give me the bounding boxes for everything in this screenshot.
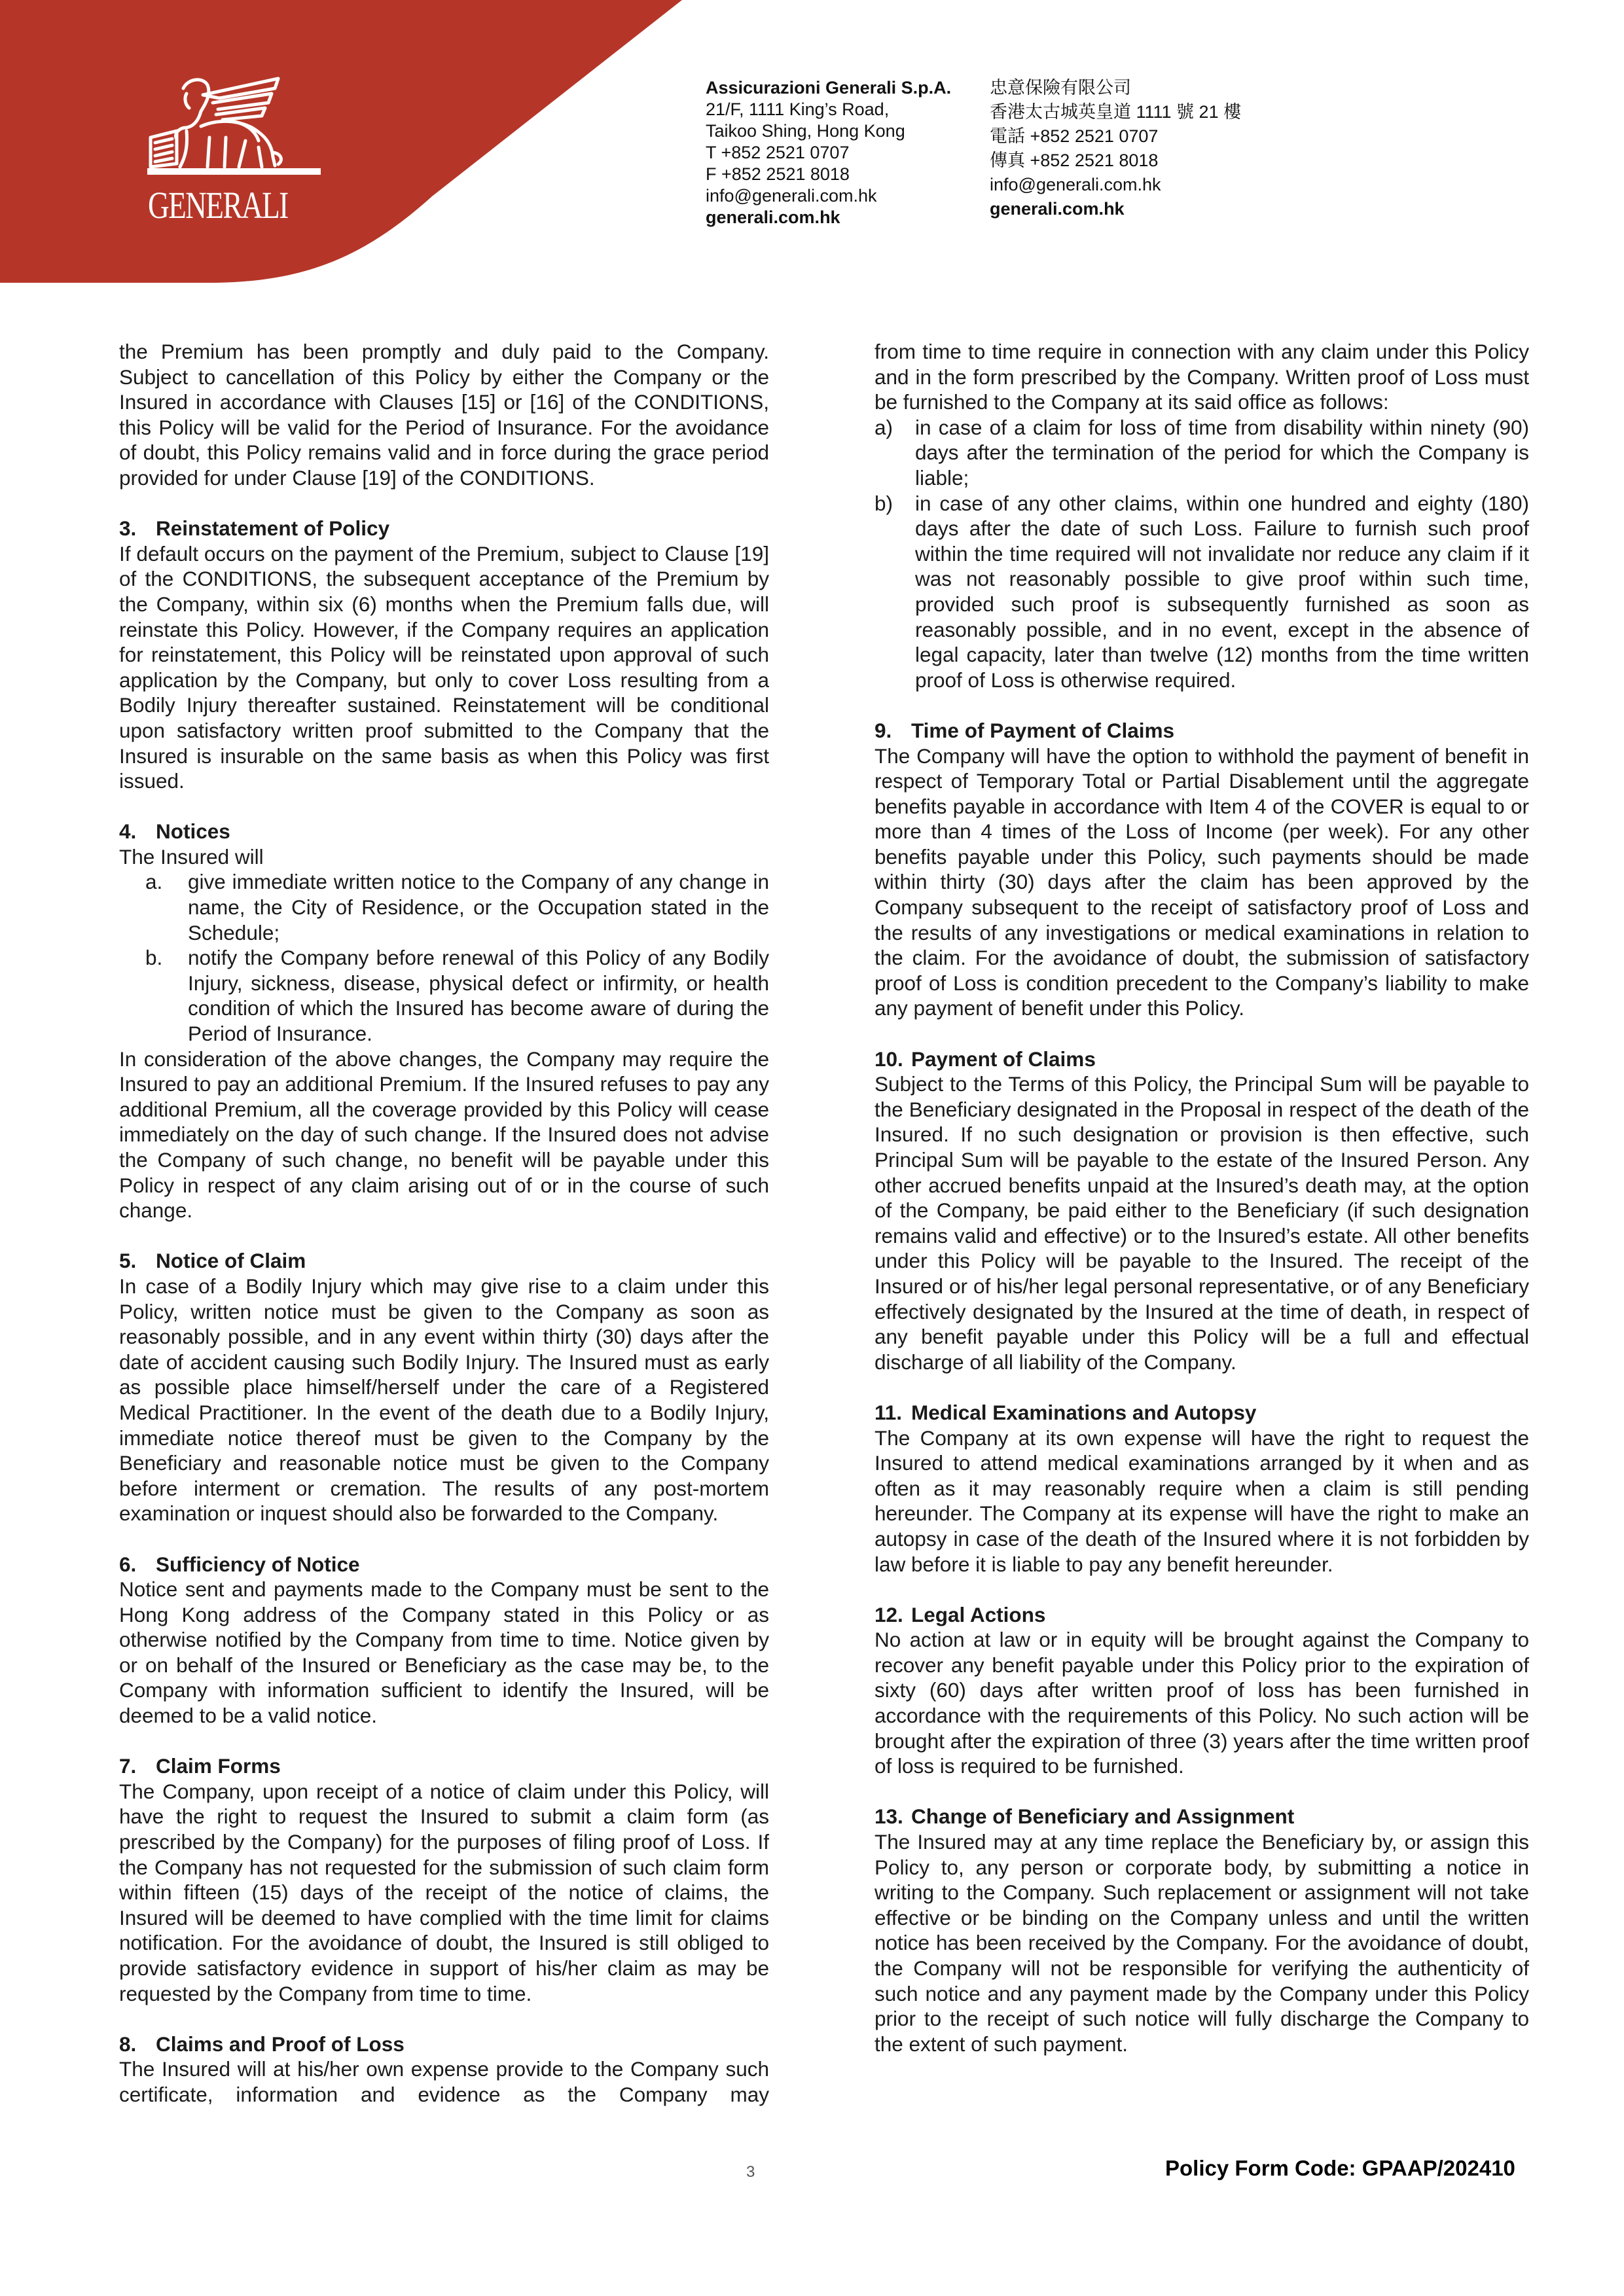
section-title: Sufficiency of Notice — [156, 1552, 360, 1576]
proof-of-loss-list — [875, 415, 1529, 693]
section-10-payment-of-claims — [875, 1047, 1529, 1375]
list-marker: b. — [145, 946, 163, 970]
section-number: 3. — [119, 516, 137, 541]
section-heading — [875, 1804, 1529, 1829]
right-column — [875, 339, 1529, 2082]
address-zh: 香港太古城英皇道 1111 號 21 樓 — [990, 102, 1242, 122]
phone-number-zh: 電話 +852 2521 0707 — [990, 126, 1159, 146]
section-title: Notice of Claim — [156, 1249, 306, 1273]
section-7-claim-forms — [119, 1753, 769, 2006]
section-title: Payment of Claims — [911, 1047, 1096, 1071]
section-3-reinstatement — [119, 516, 769, 794]
fax-number: F +852 2521 8018 — [706, 164, 850, 184]
section-title: Claims and Proof of Loss — [156, 2032, 405, 2056]
section-body: The Company at its own expense will have the right to request the Insured to attend medical examinations arranged by it when and as often as it may reasonably require when a claim is still pending hereunder. The Company at its expense will have the right to make an autopsy in case of the death of the Insured where it is not forbidden by law before it is liable to pay any benefit hereunder. — [875, 1426, 1529, 1576]
section-heading — [119, 1753, 769, 1779]
section-number: 9. — [875, 718, 892, 742]
section-number: 6. — [119, 1552, 137, 1576]
website-link-zh[interactable]: generali.com.hk — [990, 199, 1125, 219]
brand-wordmark: GENERALI — [148, 184, 288, 226]
section-heading — [119, 2032, 769, 2057]
list-item — [119, 869, 769, 945]
section-body: In case of a Bodily Injury which may give rise to a claim under this Policy, written notice must be given to the Company as soon as reasonably possible, and in any event within thirty (30) days after the date of accident causing such Bodily Injury. The Insured must as early as possible place himself/herself under the care of a Registered Medical Practitioner. In the event of the death due to a Bodily Injury, immediate notice thereof must be given to the Company by the Beneficiary and reasonable notice must be given to the Company before interment or cremation. The results of any post-mortem examination or inquest should also be forwarded to the Company. — [119, 1274, 769, 1526]
phone-number: T +852 2521 0707 — [706, 143, 850, 162]
section-6-sufficiency-of-notice — [119, 1552, 769, 1729]
email-link[interactable]: info@generali.com.hk — [706, 186, 877, 206]
section-heading — [119, 1248, 769, 1274]
section-body: No action at law or in equity will be brought against the Company to recover any benefit payable under this Policy prior to the expiration of sixty (60) days after written proof of loss has been furnished in accordance with the requirements of this Policy. No such action will be brought after the expiration of three (3) years after the time written proof of loss is required to be furnished. — [875, 1628, 1529, 1778]
list-text: notify the Company before renewal of this Policy of any Bodily Injury, sickness, disease, physical defect or infirmity, or health condition of which the Insured has become aware of during the Period of Insurance. — [188, 946, 769, 1046]
list-marker: a) — [875, 415, 893, 439]
list-marker: b) — [875, 491, 893, 515]
section-4-notices — [119, 819, 769, 1223]
section-number: 11. — [875, 1400, 903, 1424]
section-9-time-of-payment — [875, 718, 1529, 1021]
company-name-en: Assicurazioni Generali S.p.A. — [706, 78, 952, 98]
section-heading — [875, 1047, 1529, 1072]
section-title: Time of Payment of Claims — [911, 718, 1175, 742]
section-heading — [119, 1552, 769, 1577]
section-body: the Premium has been promptly and duly paid to the Company. Subject to cancellation of this Policy by either the Company or the Insured in accordance with Clauses [15] or [16] of the CONDITIONS, this Policy will be valid for the Period of Insurance. For the avoidance of doubt, this Policy remains valid and in force during the grace period provided for under Clause [19] of the CONDITIONS. — [119, 340, 769, 490]
section-title: Reinstatement of Policy — [156, 516, 390, 541]
section-heading — [875, 1400, 1529, 1426]
section-number: 7. — [119, 1754, 137, 1778]
section-number: 12. — [875, 1602, 903, 1626]
section-body: Subject to the Terms of this Policy, the Principal Sum will be payable to the Beneficiary designated in the Proposal in respect of the death of the Insured. If no such designation or provision is then effective, such Principal Sum will be payable to the estate of the Insured Person. Any other accrued benefits unpaid at the Insured’s death may, at the option of the Company, be paid either to the Beneficiary (if such designation remains valid and effective) or to the Insured’s estate. All other benefits under this Policy will be payable to the Insured. The receipt of the Insured or of his/her legal personal representative, or of any Beneficiary effectively designated by the Insured at the time of death, in respect of any benefit payable under this Policy will be a full and effectual discharge of all liability of the Company. — [875, 1072, 1529, 1374]
left-column — [119, 339, 769, 2132]
contact-block-chinese — [990, 77, 1241, 220]
section-title: Notices — [156, 819, 230, 844]
section-number: 5. — [119, 1249, 137, 1273]
section-body: Notice sent and payments made to the Company must be sent to the Hong Kong address of the Company stated in this Policy or as otherwise notified by the Company from time to time. Notice given by or on behalf of the Insured or Beneficiary as the case may be, to the Company with information sufficient to identify the Insured, will be deemed to be a valid notice. — [119, 1577, 769, 1728]
section-title: Claim Forms — [156, 1754, 281, 1778]
page-number: 3 — [746, 2163, 755, 2181]
section-12-legal-actions — [875, 1602, 1529, 1779]
address-line-2: Taikoo Shing, Hong Kong — [706, 121, 905, 141]
section-body: The Company will have the option to withhold the payment of benefit in respect of Temporary Total or Partial Disablement until the aggregate benefits payable in accordance with Item 4 of the COVER is equal to or more than 4 times of the Loss of Income (per week). For any other benefits payable under this Policy, such payments should be made within thirty (30) days after the claim has been approved by the Company subsequent to the receipt of satisfactory proof of Loss and the results of any investigations or medical examinations in relation to the claim. For the avoidance of doubt, the submission of satisfactory proof of Loss is condition precedent to the Company’s liability to make any payment of benefit under this Policy. — [875, 744, 1529, 1020]
section-heading — [119, 819, 769, 844]
list-text: in case of a claim for loss of time from disability within ninety (90) days after the termination of the period for which the Company is liable; — [915, 415, 1529, 490]
fax-number-zh: 傳真 +852 2521 8018 — [990, 151, 1159, 170]
section-title: Legal Actions — [911, 1602, 1046, 1626]
section-heading — [119, 516, 769, 541]
list-text: in case of any other claims, within one hundred and eighty (180) days after the date of such Loss. Failure to furnish such proof within the time required will not invalidate nor reduce any claim if it was not reasonably possible to give proof within such time, provided such proof is subsequently furnished as soon as reasonably possible, and in no event, except in the absence of legal capacity, later than twelve (12) months from the time written proof of Loss is otherwise required. — [915, 491, 1529, 692]
section-tail: In consideration of the above changes, the Company may require the Insured to pay an additional Premium. If the Insured refuses to pay any additional Premium, all the coverage provided by this Policy will cease immediately on the day of such change. If the Insured does not advise the Company of such change, no benefit will be payable under this Policy in respect of any claim arising out of or in the course of such change. — [119, 1047, 769, 1223]
section-lead: The Insured will — [119, 844, 264, 869]
section-heading — [875, 1602, 1529, 1628]
section-heading — [875, 718, 1529, 744]
section-number: 4. — [119, 819, 137, 844]
section-number: 13. — [875, 1804, 903, 1829]
section-number: 8. — [119, 2032, 137, 2056]
section-number: 10. — [875, 1047, 903, 1071]
list-item — [875, 415, 1529, 491]
section-body: If default occurs on the payment of the Premium, subject to Clause [19] of the CONDITIONS, the subsequent acceptance of the Premium by the Company, within six (6) months when the Premium falls due, will reinstate this Policy. However, if the Company requires an application for reinstatement, this Policy will be reinstated upon approval of such application by the Company, but only to cover Loss resulting from a Bodily Injury thereafter sustained. Reinstatement will be conditional upon satisfactory written proof submitted to the Company that the Insured is insurable on the same basis as when this Policy was first issued. — [119, 541, 769, 793]
list-item — [875, 491, 1529, 693]
section-body: from time to time require in connection with any claim under this Policy and in the form prescribed by the Company. Written proof of Loss must be furnished to the Company at its said office as follows: — [875, 340, 1529, 414]
policy-form-code: Policy Form Code: GPAAP/202410 — [1165, 2156, 1515, 2180]
section-body: The Insured may at any time replace the Beneficiary by, or assign this Policy to, any person or corporate body, by submitting a notice in writing to the Company. Such replacement or assignment will not take effective or be binding on the Company unless and until the written notice has been received by the Company. For the avoidance of doubt, the Company will not be responsible for verifying the authenticity of such notice and any payment made by the Company under this Policy prior to the receipt of such notice will fully discharge the Company to the extent of such payment. — [875, 1830, 1529, 2056]
contact-block-english — [706, 77, 951, 228]
section-continuation-8 — [875, 339, 1529, 692]
section-11-medical-examinations — [875, 1400, 1529, 1577]
company-name-zh: 忠意保險有限公司 — [990, 78, 1131, 98]
header-banner — [0, 0, 694, 288]
section-title: Change of Beneficiary and Assignment — [911, 1804, 1295, 1829]
section-5-notice-of-claim — [119, 1248, 769, 1526]
notices-list — [119, 869, 769, 1046]
address-line-1: 21/F, 1111 King’s Road, — [706, 99, 890, 119]
section-title: Medical Examinations and Autopsy — [911, 1400, 1257, 1424]
section-8-claims-proof-of-loss — [119, 2032, 769, 2108]
email-link-zh[interactable]: info@generali.com.hk — [990, 175, 1161, 194]
section-body: The Company, upon receipt of a notice of claim under this Policy, will have the right to request the Insured to submit a claim form (as prescribed by the Company) for the purposes of filing proof of Loss. If the Company has not requested for the submission of such claim form within fifteen (15) days of the receipt of the notice of claims, the Insured will be deemed to have complied with the time limit for claims notification. For the avoidance of doubt, the Insured is still obliged to provide satisfactory evidence in support of his/her claim as may be requested by the Company from time to time. — [119, 1779, 769, 2005]
list-marker: a. — [145, 870, 163, 894]
section-continuation-2 — [119, 339, 769, 491]
list-text: give immediate written notice to the Company of any change in name, the City of Residence, or the Occupation stated in the Schedule; — [188, 870, 769, 944]
list-item — [119, 945, 769, 1046]
section-13-change-of-beneficiary — [875, 1804, 1529, 2056]
website-link[interactable]: generali.com.hk — [706, 207, 840, 227]
section-body: The Insured will at his/her own expense provide to the Company such certificate, information and evidence as the Company may — [119, 2057, 769, 2106]
